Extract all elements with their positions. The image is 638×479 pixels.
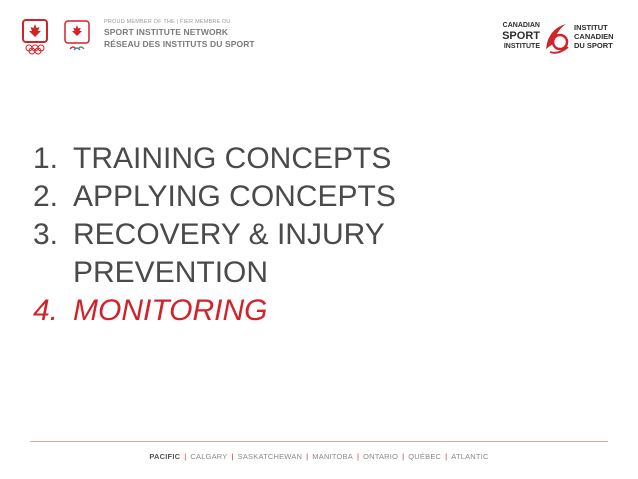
agenda-item-recovery-injury-prevention: [33, 216, 593, 292]
csi-en-line-2: SPORT: [502, 30, 540, 42]
agenda-list: [33, 140, 593, 330]
network-member-caption: PROUD MEMBER OF THE | FIER MEMBRE DU: [104, 19, 231, 25]
region-separator: |: [402, 452, 405, 461]
slide-header: [0, 0, 638, 90]
sport-institute-network-label: [104, 19, 284, 49]
region-saskatchewan: SASKATCHEWAN: [237, 452, 303, 461]
canadian-sport-institute-logo: [498, 20, 622, 56]
region-separator: |: [306, 452, 309, 461]
network-name-en: SPORT INSTITUTE NETWORK: [104, 27, 229, 37]
region-calgary: CALGARY: [190, 452, 228, 461]
csi-swoosh-icon: [542, 21, 572, 55]
csi-name-en: [502, 21, 540, 51]
agenda-item-number: 2.: [33, 180, 59, 213]
canadian-olympic-committee-logo: [22, 18, 48, 60]
csi-en-line-1: CANADIAN: [502, 22, 540, 29]
region-quebec: QUÉBEC: [408, 452, 442, 461]
canadian-paralympic-committee-logo: [64, 20, 90, 56]
network-name-fr: RÉSEAU DES INSTITUTS DU SPORT: [104, 39, 255, 49]
region-manitoba: MANITOBA: [312, 452, 353, 461]
csi-fr-line-2: CANADIEN: [574, 32, 614, 41]
region-separator: |: [356, 452, 360, 461]
agenda-item-text: MONITORING: [73, 294, 268, 327]
agenda-item-text: APPLYING CONCEPTS: [73, 180, 396, 213]
agenda-item-monitoring: [33, 292, 593, 330]
region-separator: |: [184, 452, 187, 461]
csi-fr-line-1: INSTITUT: [574, 23, 608, 32]
agenda-item-text: RECOVERY & INJURY PREVENTION: [73, 218, 385, 289]
agenda-item-number: 4.: [33, 294, 59, 327]
csi-name-fr: [574, 23, 614, 50]
footer-regions: [0, 452, 638, 461]
agenda-item-number: 3.: [33, 218, 59, 251]
region-separator: |: [445, 452, 448, 461]
footer-divider: [30, 441, 608, 442]
csi-en-line-3: INSTITUTE: [503, 43, 540, 50]
agenda-item-training-concepts: [33, 140, 593, 178]
region-separator: |: [231, 452, 234, 461]
csi-fr-line-3: DU SPORT: [574, 41, 613, 50]
region-ontario: ONTARIO: [363, 452, 399, 461]
region-atlantic: ATLANTIC: [451, 452, 489, 461]
region-pacific: PACIFIC: [149, 452, 181, 461]
agenda-item-number: 1.: [33, 142, 59, 175]
agenda-item-text: TRAINING CONCEPTS: [73, 142, 392, 175]
agenda-item-applying-concepts: [33, 178, 593, 216]
